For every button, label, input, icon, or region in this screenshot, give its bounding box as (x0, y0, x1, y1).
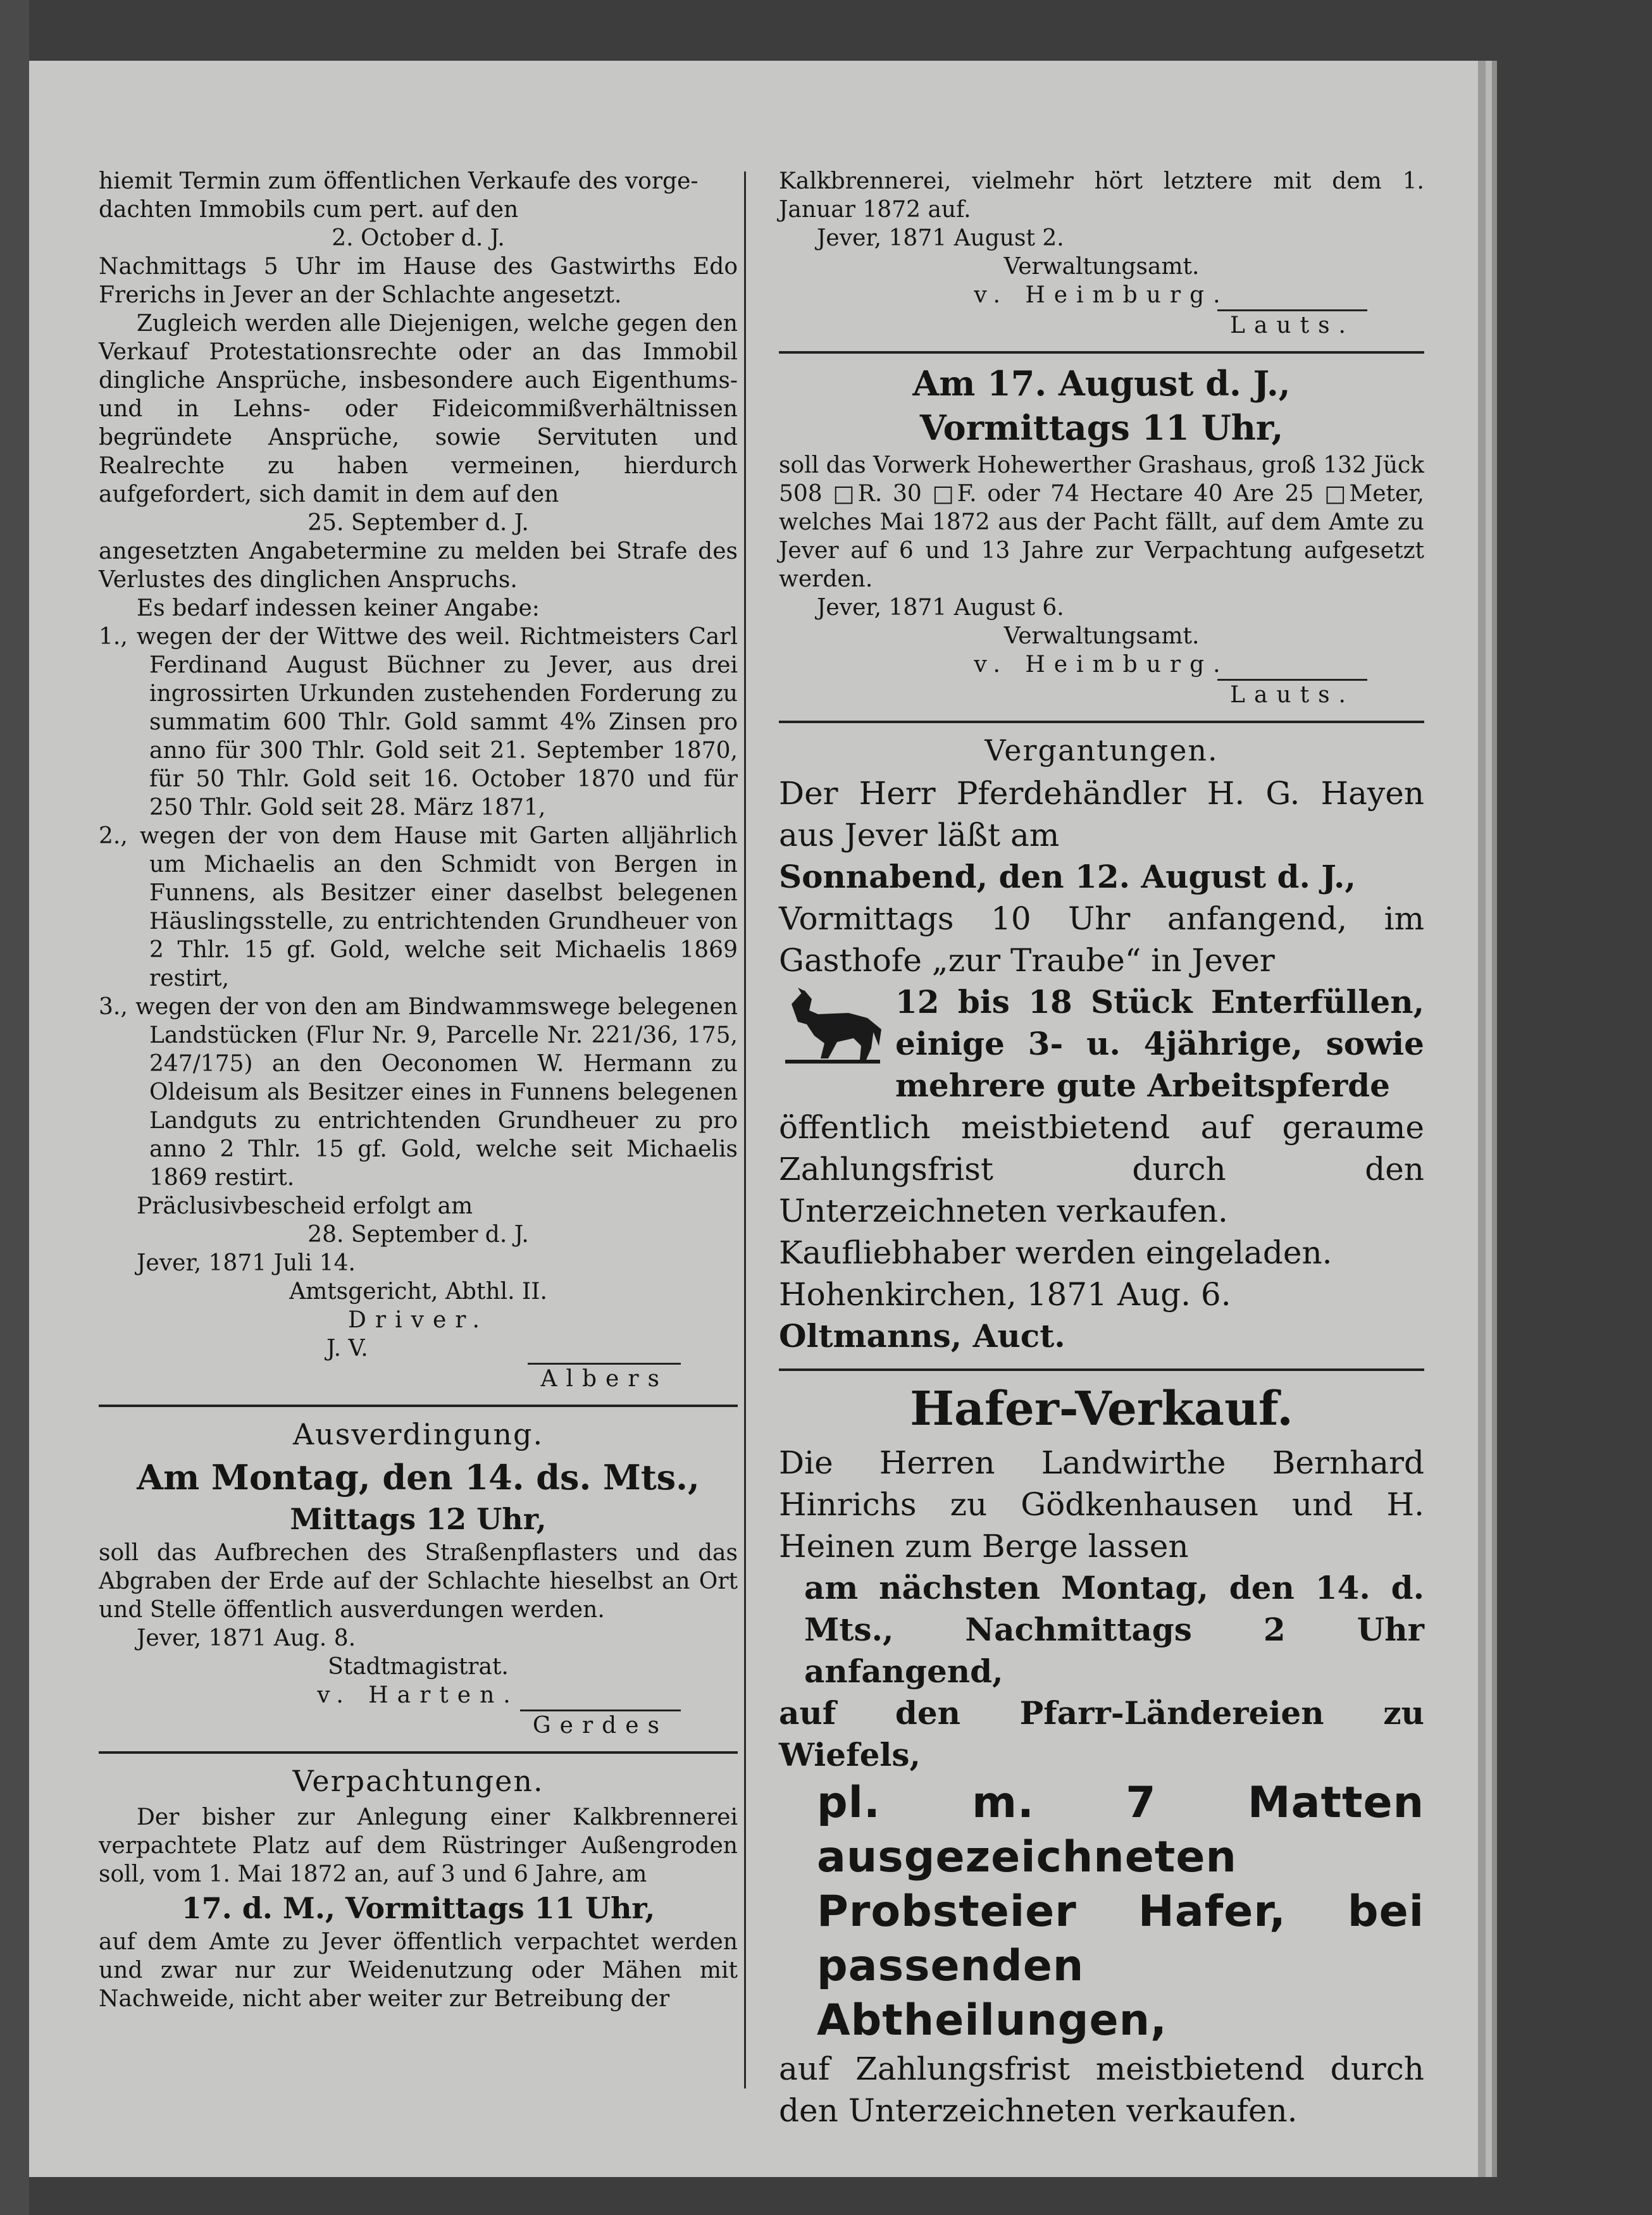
notice-place-date: Jever, 1871 Aug. 8. (137, 1625, 356, 1651)
notice-date-headline: Am 17. August d. J., (912, 363, 1291, 404)
notice-time-headline: Vormittags 11 Uhr, (919, 407, 1284, 448)
notice-text: Der Herr Pferdehändler H. G. Hayen aus Jever läßt am (779, 775, 1424, 853)
notice-text: Präclusivbescheid erfolgt am (137, 1193, 473, 1219)
notice-clerk: Gerdes (520, 1709, 681, 1740)
notice-signature: v. Heimburg. (974, 652, 1229, 678)
notice-date-headline: Sonnabend, den 12. August d. J., (779, 858, 1356, 895)
section-heading: Vergantungen. (984, 733, 1219, 767)
notice-text: auf dem Amte zu Jever öffentlich verpachtet werden und zwar nur zur Weidenutzung oder Mähen mit Nachweide, nicht aber weiter zur Betreibung der (99, 1929, 738, 2012)
notice-signature-prefix: J. V. (326, 1336, 368, 1362)
separator (779, 721, 1424, 723)
notice-text: Kalkbrennerei, vielmehr hört letztere mit dem 1. Januar 1872 auf. (779, 168, 1424, 223)
notice-text: soll das Vorwerk Hohewerther Grashaus, groß 132 Jück 508 □R. 30 □F. oder 74 Hectare 40 Are 25 □Meter, welches Mai 1872 aus der Pacht fällt, auf dem Amte zu Jever auf 6 und 13 Jahre zur Verpachtung aufgesetzt werden. (779, 452, 1424, 592)
notice-place-date: Jever, 1871 August 2. (817, 225, 1064, 251)
notice-text: Die Herren Landwirthe Bernhard Hinrichs zu Gödkenhausen und H. Heinen zum Berge lassen (779, 1444, 1424, 1565)
left-column (99, 167, 738, 2013)
notice-signature: v. Harten. (317, 1682, 519, 1708)
notice-text: Vormittags 10 Uhr anfangend, im Gasthofe „zur Traube“ in Jever (779, 900, 1424, 979)
section-heading: Ausverdingung. (292, 1417, 544, 1451)
separator (99, 1405, 738, 1407)
notice-place-date: Jever, 1871 Juli 14. (137, 1250, 356, 1276)
notice-list-item: 1., wegen der der Wittwe des weil. Richtmeisters Carl Ferdinand August Büchner zu Jever, aus drei ingrossirten Urkunden zustehenden Forderung zu summatim 600 Thlr. Gold sammt 4% Zinsen pro anno für 300 Thlr. Gold seit 21. September 1870, für 50 Thlr. Gold seit 16. October 1870 und für 250 Thlr. Gold seit 28. März 1871, (99, 624, 738, 821)
section-heading: Verpachtungen. (292, 1764, 544, 1798)
notice-date: 2. October d. J. (332, 225, 505, 251)
notice-date: 28. September d. J. (307, 1222, 529, 1248)
notice-text: Es bedarf indessen keiner Angabe: (137, 595, 540, 621)
notice-text: dachten Immobils cum pert. auf den (99, 197, 519, 223)
notice-date-headline: am nächsten Montag, den 14. d. Mts., Nachmittags 2 Uhr anfangend, (804, 1569, 1424, 1690)
notice-date: 25. September d. J. (307, 510, 529, 536)
notice-office: Amtsgericht, Abthl. II. (289, 1279, 547, 1305)
horse-icon (779, 985, 886, 1067)
notice-signature: v. Heimburg. (974, 282, 1229, 308)
notice-text: soll das Aufbrechen des Straßenpflasters und das Abgraben der Erde auf der Schlachte hieselbst an Ort und Stelle öffentlich ausverdungen werden. (99, 1540, 738, 1623)
separator (779, 351, 1424, 354)
notice-text: Nachmittags 5 Uhr im Hause des Gastwirths Edo Frerichs in Jever an der Schlachte angesetzt. (99, 254, 738, 308)
notice-text: hiemit Termin zum öffentlichen Verkaufe des vorge- (99, 168, 699, 194)
notice-signature: Oltmanns, Auct. (779, 1317, 1065, 1355)
newspaper-page (29, 61, 1478, 2177)
notice-date-headline: 17. d. M., Vormittags 11 Uhr, (181, 1891, 655, 1925)
right-column (779, 167, 1424, 2131)
notice-signature: Driver. (348, 1307, 488, 1333)
notice-clerk: Lauts. (1217, 309, 1367, 340)
notice-office: Verwaltungsamt. (1003, 254, 1200, 280)
notice-time-headline: Mittags 12 Uhr, (290, 1502, 547, 1536)
section-heading: Hafer-Verkauf. (910, 1382, 1293, 1436)
notice-list-item: 2., wegen der von dem Hause mit Garten alljährlich um Michaelis an den Schmidt von Bergen in Funnens, als Besitzer einer daselbst belegenen Häuslingsstelle, zu entrichtenden Grundheuer von 2 Thlr. 15 gf. Gold, welche seit Michaelis 1869 restirt, (99, 823, 738, 991)
notice-place-date: Jever, 1871 August 6. (817, 595, 1064, 621)
column-rule (744, 171, 746, 2088)
notice-place-date: Hohenkirchen, 1871 Aug. 6. (779, 1276, 1231, 1313)
notice-text: Zugleich werden alle Diejenigen, welche gegen den Verkauf Protestationsrechte oder an das Immobil dingliche Ansprüche, insbesondere auch Eigenthums- und in Lehns- oder Fideicommißverhältnissen begründete Ansprüche, sowie Servituten und Realrechte zu haben vermeinen, hierdurch aufgefordert, sich damit in dem auf den (99, 311, 738, 507)
notice-clerk: Lauts. (1217, 679, 1367, 709)
notice-text: pl. m. 7 Matten ausgezeichneten Probsteier Hafer, bei passenden Abtheilungen, (817, 1778, 1424, 2045)
notice-text: auf den Pfarr-Ländereien zu Wiefels, (779, 1694, 1424, 1773)
book-gutter (0, 0, 29, 2215)
notice-office: Verwaltungsamt. (1003, 623, 1200, 649)
notice-text: Der bisher zur Anlegung einer Kalkbrennerei verpachtete Platz auf dem Rüstringer Außengroden soll, vom 1. Mai 1872 an, auf 3 und 6 Jahre, am (99, 1804, 738, 1887)
notice-text: auf Zahlungsfrist meistbietend durch den Unterzeichneten verkaufen. (779, 2051, 1424, 2129)
notice-clerk: Albers (528, 1363, 681, 1393)
separator (779, 1368, 1424, 1371)
notice-text: angesetzten Angabetermine zu melden bei Strafe des Verlustes des dinglichen Anspruchs. (99, 538, 738, 593)
notice-text: öffentlich meistbietend auf geraume Zahlungsfrist durch den Unterzeichneten verkaufen. (779, 1109, 1424, 1229)
notice-text: 12 bis 18 Stück Enterfüllen, einige 3- u. 4jährige, sowie mehrere gute Arbeitspferde (895, 983, 1424, 1104)
notice-office: Stadtmagistrat. (328, 1654, 509, 1680)
horse-ad-row (779, 981, 1424, 1107)
notice-text: Kaufliebhaber werden eingeladen. (779, 1234, 1332, 1271)
notice-list-item: 3., wegen der von den am Bindwammswege belegenen Landstücken (Flur Nr. 9, Parcelle Nr. 221/36, 175, 247/175) an den Oeconomen W. Hermann zu Oldeisum als Besitzer eines in Funnens belegenen Landguts zu entrichtenden Grundheuer zu pro anno 2 Thlr. 15 gf. Gold, welche seit Michaelis 1869 restirt. (99, 994, 738, 1191)
notice-date-headline: Am Montag, den 14. ds. Mts., (137, 1457, 700, 1498)
separator (99, 1751, 738, 1754)
